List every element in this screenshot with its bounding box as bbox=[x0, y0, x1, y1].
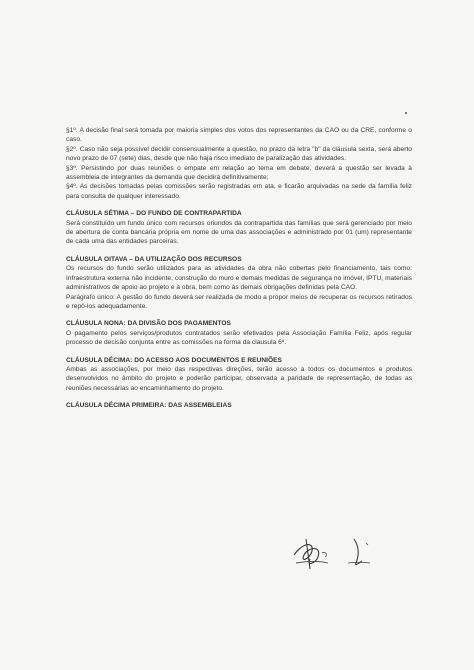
document-body bbox=[66, 126, 412, 411]
paragraph-2: §2º. Caso não seja possível decidir consensualmente a questão, no prazo da letra "b" da cláusula sexta, será aberto novo prazo de 07 (sete) dias, desde que não haja risco imediato de paralização das atividades. bbox=[66, 145, 412, 163]
clause-9-heading: CLÁUSULA NONA: DA DIVISÃO DOS PAGAMENTOS bbox=[66, 320, 231, 328]
clause-7-heading: CLÁUSULA SÉTIMA – DO FUNDO DE CONTRAPARTIDA bbox=[66, 210, 242, 218]
paragraph-1: §1º. A decisão final será tomada por maioria simples dos votos dos representantes da CAO ou da CRE, conforme o caso. bbox=[66, 127, 412, 144]
clause-8-sole-paragraph: Parágrafo único: A gestão do fundo deverá ser realizada de modo a propor meios de recuperar os recursos retirados e repô-los adequadamente. bbox=[66, 293, 412, 310]
clause-10-text: Ambas as associações, por meio das respectivas direções, terão acesso a todos os documentos e produtos desenvolvidos no âmbito do projeto e poderão participar, observada a paridade de representação, de todas as reuniões necessárias ao encaminhamento do projeto. bbox=[66, 365, 412, 392]
paragraph-3: §3º. Persistindo por duas reuniões o empate em relação ao tema em debate, deverá a questão ser levada à assembleia de integrantes da demanda que decidirá definitivamente; bbox=[66, 164, 412, 182]
signature-icon bbox=[288, 533, 398, 573]
clause-8-text: Os recursos do fundo serão utilizados para as atividades da obra não cobertas pelo financiamento, tais como: Infraestrutura externa não incidente, construção do muro e demais medidas de segurança no imóvel, IPTU, materiais administrativos de apoio ao projeto e à obra, bem como às demais obrigações definidas pela CAO. bbox=[66, 265, 412, 292]
scan-dot bbox=[405, 112, 407, 114]
clause-11-heading: CLÁUSULA DÉCIMA PRIMEIRA: DAS ASSEMBLEIAS bbox=[66, 402, 232, 410]
clause-10-heading: CLÁUSULA DÉCIMA: DO ACESSO AOS DOCUMENTOS E REUNIÕES bbox=[66, 356, 282, 364]
clause-9-text: O pagamento pelos serviços/produtos contratados serão efetivados pela Associação Família Feliz, após regular processo de decisão conjunta entre as comissões na forma da clausula 6ª. bbox=[66, 329, 412, 347]
paragraph-4: §4º. As decisões tomadas pelas comissões serão registradas em ata, e ficarão arquivadas na sede da família feliz para consulta de qualquer interessado. bbox=[66, 183, 412, 200]
clause-8-heading: CLÁUSULA OITAVA – DA UTILIZAÇÃO DOS RECURSOS bbox=[66, 255, 242, 263]
clause-7-text: Será constituído um fundo único com recursos oriundos da contrapartida das famílias que será gerenciado por meio de abertura de conta bancária própria em nome de uma das associações e administrado por 01 (um) representante de cada uma das entidades parceiras. bbox=[66, 219, 412, 246]
